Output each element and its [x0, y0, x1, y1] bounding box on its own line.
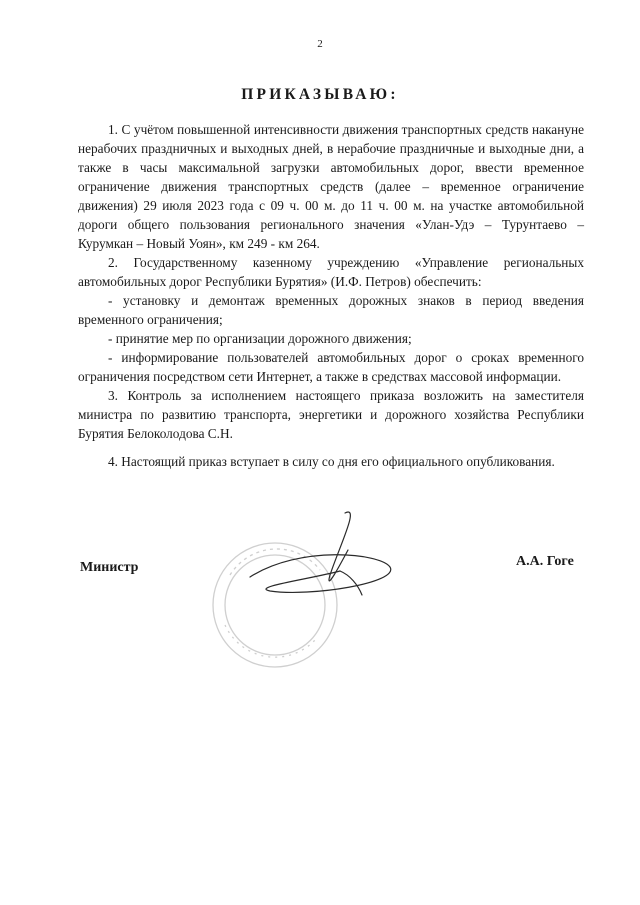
- order-subitem-signs: - установку и демонтаж временных дорожных знаков в период введения временного ограничения;: [78, 293, 584, 327]
- stamp-and-signature: [190, 505, 400, 675]
- order-subitem-informing: - информирование пользователей автомобильных дорог о сроках временного ограничения посредством сети Интернет, а также в средствах массовой информации.: [78, 350, 584, 384]
- order-subitem-measures: - принятие мер по организации дорожного движения;: [108, 331, 412, 346]
- order-item-3: 3. Контроль за исполнением настоящего приказа возложить на заместителя министра по развитию транспорта, энергетики и дорожного хозяйства Республики Бурятия Белоколодова С.Н.: [78, 388, 584, 441]
- order-item-4: 4. Настоящий приказ вступает в силу со дня его официального опубликования.: [108, 454, 555, 469]
- order-item-1: 1. С учётом повышенной интенсивности движения транспортных средств накануне нерабочих праздничных и выходных дней, в нерабочие праздничные и выходные дни, а также в часы максимальной загрузки автомобильных дорог, ввести временное ограничение движения транспортных средств (далее – временное ограничение движения) 29 июля 2023 года с 09 ч. 00 м. до 11 ч. 00 м. на участке автомобильной дороги общего пользования регионального значения «Улан-Удэ – Турунтаево – Курумкан – Новый Уоян», км 249 - км 264.: [78, 122, 584, 251]
- order-heading: ПРИКАЗЫВАЮ:: [241, 86, 399, 103]
- official-seal-icon: [213, 543, 337, 667]
- order-item-2: 2. Государственному казенному учреждению «Управление региональных автомобильных дорог Республики Бурятия» (И.Ф. Петров) обеспечить:: [78, 255, 584, 289]
- signatory-name: А.А. Гоге: [516, 554, 574, 569]
- order-body: [78, 120, 584, 471]
- signatory-title: Министр: [80, 560, 139, 575]
- page-number: 2: [317, 38, 323, 50]
